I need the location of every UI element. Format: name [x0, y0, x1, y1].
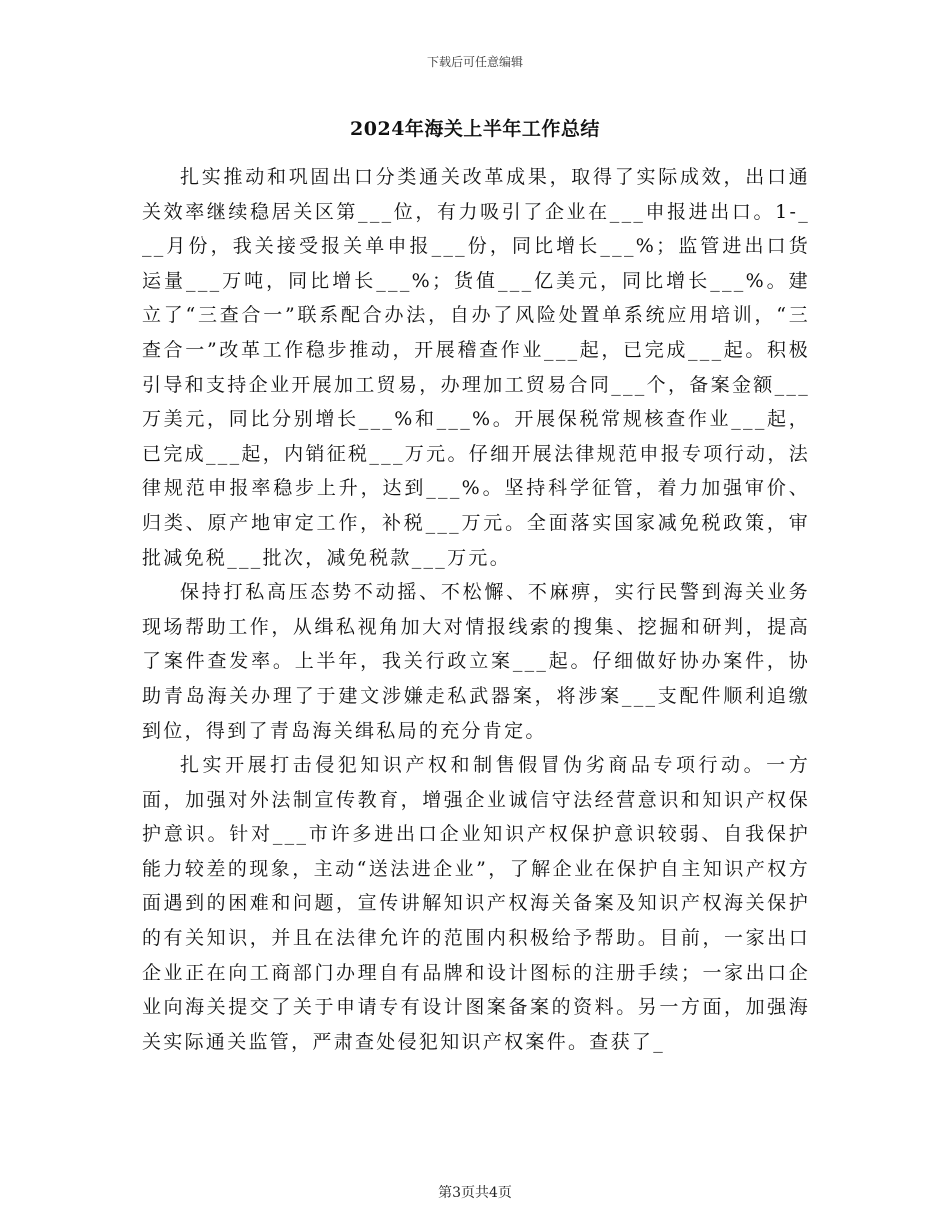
paragraph-customs-clearance: 扎实推动和巩固出口分类通关改革成果，取得了实际成效，出口通关效率继续稳居关区第___位，有力吸引了企业在___申报进出口。1-___月份，我关接受报关单申报___份，同比增长___%；监管进出口货运量___万吨，同比增长___%；货值___亿美元，同比增长___%。建立了“三查合一”联系配合办法，自办了风险处置单系统应用培训，“三查合一”改革工作稳步推动，开展稽查作业___起，已完成___起。积极引导和支持企业开展加工贸易，办理加工贸易合同___个，备案金额___万美元，同比分别增长___%和___%。开展保税常规核查作业___起，已完成___起，内销征税___万元。仔细开展法律规范申报专项行动，法律规范申报率稳步上升，达到___%。坚持科学征管，着力加强审价、归类、原产地审定工作，补税___万元。全面落实国家减免税政策，审批减免税___批次，减免税款___万元。 [142, 166, 810, 569]
document-body [142, 160, 810, 1059]
paragraph-anti-smuggling: 保持打私高压态势不动摇、不松懈、不麻痹，实行民警到海关业务现场帮助工作，从缉私视角加大对情报线索的搜集、挖掘和研判，提高了案件查发率。上半年，我关行政立案___起。仔细做好协办案件，协助青岛海关办理了于建文涉嫌走私武器案，将涉案___支配件顺利追缴到位，得到了青岛海关缉私局的充分肯定。 [142, 581, 810, 742]
document-title: 2024年海关上半年工作总结 [350, 118, 600, 140]
page-number: 第3页共4页 [438, 1185, 512, 1201]
paragraph-ip-protection: 扎实开展打击侵犯知识产权和制售假冒伪劣商品专项行动。一方面，加强对外法制宣传教育，增强企业诚信守法经营意识和知识产权保护意识。针对___市许多进出口企业知识产权保护意识较弱、自我保护能力较差的现象，主动“送法进企业”，了解企业在保护自主知识产权方面遇到的困难和问题，宣传讲解知识产权海关备案及知识产权海关保护的有关知识，并且在法律允许的范围内积极给予帮助。目前，一家出口企业正在向工商部门办理自有品牌和设计图标的注册手续；一家出口企业向海关提交了关于申请专有设计图案备案的资料。另一方面，加强海关实际通关监管，严肃查处侵犯知识产权案件。查获了_ [142, 754, 810, 1053]
header-note: 下载后可任意编辑 [426, 55, 523, 69]
